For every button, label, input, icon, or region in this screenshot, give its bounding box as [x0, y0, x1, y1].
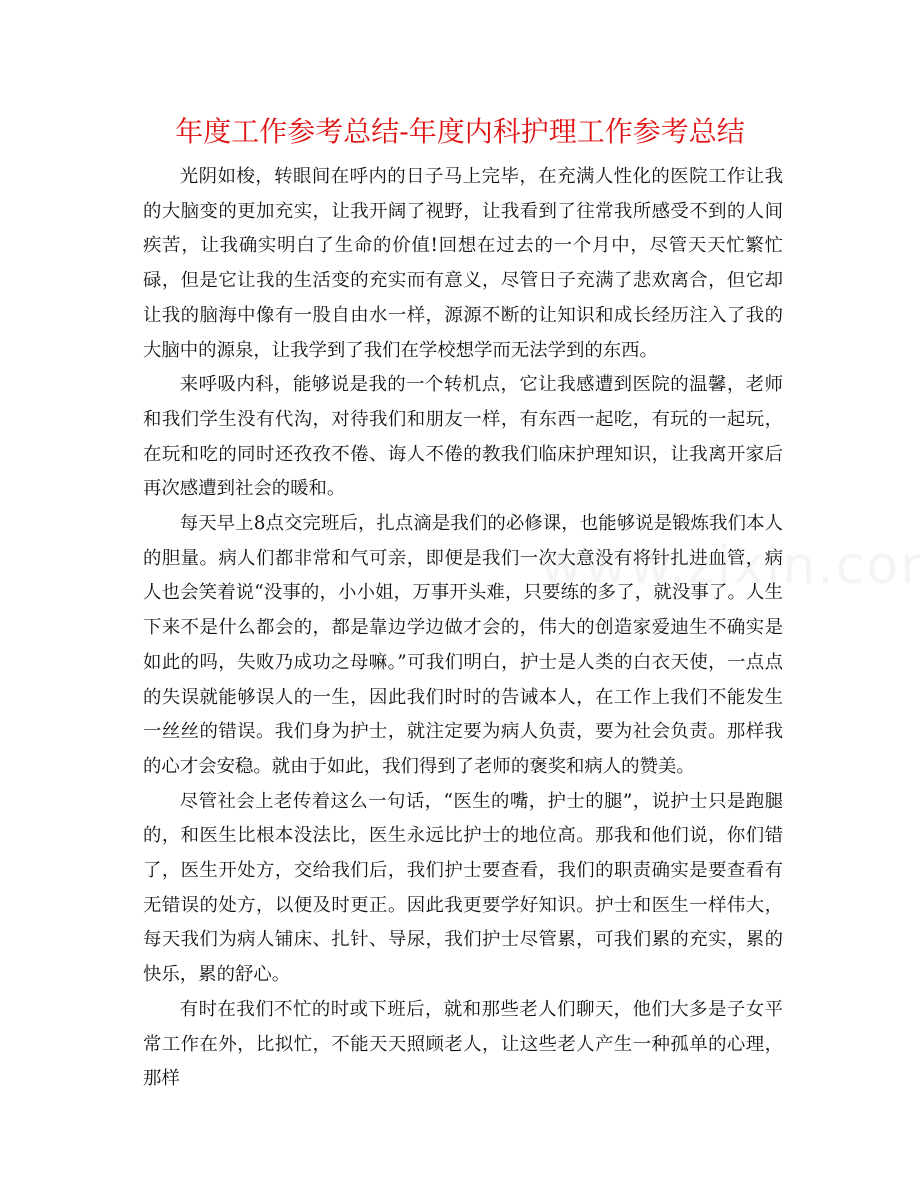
paragraph: 有时在我们不忙的时或下班后，就和那些老人们聊天，他们大多是子女平常工作在外，比拟忙，不能天天照顾老人，让这些老人产生一种孤单的心理，那样 — [143, 998, 783, 1090]
paragraph: 光阴如梭，转眼间在呼内的日子马上完毕，在充满人性化的医院工作让我的大脑变的更加充实，让我开阔了视野，让我看到了往常我所感受不到的人间疾苦，让我确实明白了生命的价值!回想在过去的一个月中，尽管天天忙繁忙碌，但是它让我的生活变的充实而有意义，尽管日子充满了悲欢离合，但它却让我的脑海中像有一股自由水一样，源源不断的让知识和成长经历注入了我的大脑中的源泉，让我学到了我们在学校想学而无法学到的东西。 — [143, 166, 783, 361]
paragraph: 尽管社会上老传着这么一句话，“医生的嘴，护士的腿”，说护士只是跑腿的，和医生比根本没法比，医生永远比护士的地位高。那我和他们说，你们错了，医生开处方，交给我们后，我们护士要查看，我们的职责确实是要查看有无错误的处方，以便及时更正。因此我更要学好知识。护士和医生一样伟大，每天我们为病人铺床、扎针、导尿，我们护士尽管累，可我们累的充实，累的快乐，累的舒心。 — [143, 790, 783, 986]
paragraph: 来呼吸内科，能够说是我的一个转机点，它让我感遭到医院的温馨，老师和我们学生没有代沟，对待我们和朋友一样，有东西一起吃，有玩的一起玩，在玩和吃的同时还孜孜不倦、诲人不倦的教我们临床护理知识，让我离开家后再次感遭到社会的暖和。 — [143, 374, 783, 500]
document-title: 年度工作参考总结-年度内科护理工作参考总结 — [175, 115, 745, 148]
paragraph: 每天早上8点交完班后，扎点滴是我们的必修课，也能够说是锻炼我们本人的胆量。病人们都非常和气可亲，即便是我们一次大意没有将针扎进血管，病人也会笑着说“没事的，小小姐，万事开头难，只要练的多了，就没事了。人生下来不是什么都会的，都是靠边学边做才会的，伟大的创造家爱迪生不确实是如此的吗，失败乃成功之母嘛。”可我们明白，护士是人类的白衣天使，一点点的失误就能够误人的一生，因此我们时时的告诫本人，在工作上我们不能发生一丝丝的错误。我们身为护士，就注定要为病人负责，要为社会负责。那样我的心才会安稳。就由于如此，我们得到了老师的褒奖和病人的赞美。 — [143, 513, 783, 777]
document-body — [143, 160, 783, 1097]
